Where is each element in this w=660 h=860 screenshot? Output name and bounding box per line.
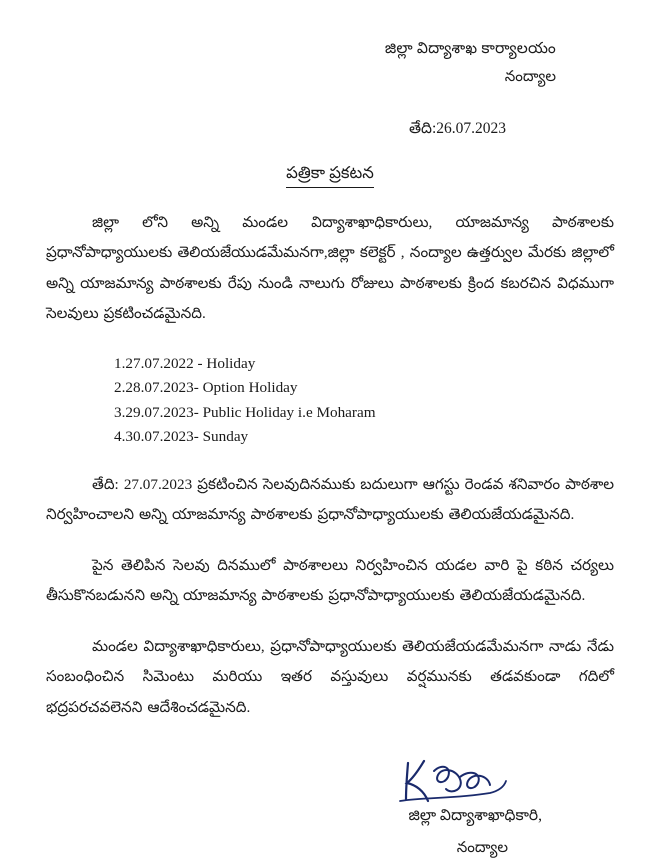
list-item: 2.28.07.2023- Option Holiday	[114, 379, 298, 397]
office-name: జిల్లా విద్యాశాఖ కార్యాలయం	[384, 40, 556, 57]
office-place: నంద్యాల	[504, 69, 556, 86]
document-date: తేది:26.07.2023	[408, 119, 506, 137]
signature-designation: జిల్లా విద్యాశాఖాధికారి,	[408, 806, 542, 824]
letterhead	[46, 34, 614, 92]
signature-place: నంద్యాల	[456, 839, 508, 856]
paragraph-fourth: మండల విద్యాశాఖాధికారులు, ప్రధానోపాధ్యాయులకు తెలియజేయడమేమనగా నాడు నేడు సంబంధించిన సిమెంటు మరియు ఇతర వస్తువులు వర్షమునకు తడవకుండా గదిలో భద్రపరచవలెనని ఆదేశించడమైనది.	[46, 637, 614, 716]
paragraph-third: పైన తెలిపిన సెలవు దినములో పాఠశాలలు నిర్వహించిన యడల వారి పై కఠిన చర్యలు తీసుకొనబడునని అన్ని యాజమాన్య పాఠశాలకు ప్రధానోపాధ్యాయులకు తెలియజేయడమైనది.	[46, 556, 614, 605]
paragraph-second: తేది: 27.07.2023 ప్రకటించిన సెలవుదినముకు బదులుగా ఆగస్టు రెండవ శనివారం పాఠశాల నిర్వహించాలని అన్ని యాజమాన్య పాఠశాలకు ప్రధానోపాధ్యాయులకు తెలియజేయడమైనది.	[46, 476, 614, 524]
list-item: 3.29.07.2023- Public Holiday i.e Moharam	[114, 403, 376, 421]
page-title: పత్రికా ప్రకటన	[286, 163, 374, 188]
list-item: 1.27.07.2022 - Holiday	[114, 354, 256, 372]
title-container	[46, 163, 614, 188]
handwritten-signature-icon	[46, 759, 514, 805]
holiday-list	[46, 352, 614, 451]
paragraph-intro: జిల్లా లోని అన్ని మండల విద్యాశాఖాధికారులు, యాజమాన్య పాఠశాలకు ప్రధానోపాధ్యాయులకు తెలియజేయుడమేమనగా,జిల్లా కలెక్టర్ , నంద్యాల ఉత్తర్వుల మేరకు జిల్లాలో అన్ని యాజమాన్య పాఠశాలకు రేపు నుండి నాలుగు రోజులు పాఠశాలకు క్రింద కబరచిన విధముగా సెలవులు ప్రకటించడమైనది.	[46, 213, 614, 323]
list-item: 4.30.07.2023- Sunday	[114, 428, 249, 446]
signature-block	[46, 759, 614, 860]
